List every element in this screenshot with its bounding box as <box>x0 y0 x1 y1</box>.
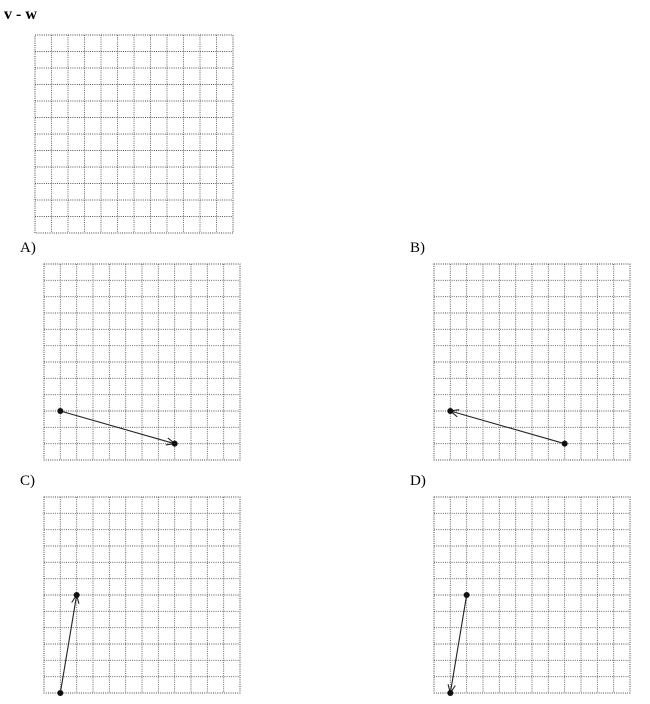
option-b-grid[interactable] <box>434 264 630 460</box>
option-d-grid[interactable] <box>434 497 630 693</box>
option-a-grid[interactable] <box>44 264 240 460</box>
option-b-label[interactable]: B) <box>410 240 425 256</box>
question-grid <box>35 35 233 233</box>
option-c-label[interactable]: C) <box>20 473 35 489</box>
vector-head-point <box>172 441 178 447</box>
vector-tail-point <box>464 592 470 598</box>
problem-title: v - w <box>4 6 37 23</box>
vector-head-point <box>447 408 453 414</box>
option-c-grid[interactable] <box>44 497 240 693</box>
option-d-label[interactable]: D) <box>410 473 426 489</box>
vector-head-point <box>447 690 453 696</box>
vector-line <box>60 595 76 693</box>
vector-head-point <box>74 592 80 598</box>
vector-tail-point <box>57 690 63 696</box>
vector-tail-point <box>562 441 568 447</box>
option-a-label[interactable]: A) <box>20 240 36 256</box>
vector-line <box>450 595 466 693</box>
vector-tail-point <box>57 408 63 414</box>
